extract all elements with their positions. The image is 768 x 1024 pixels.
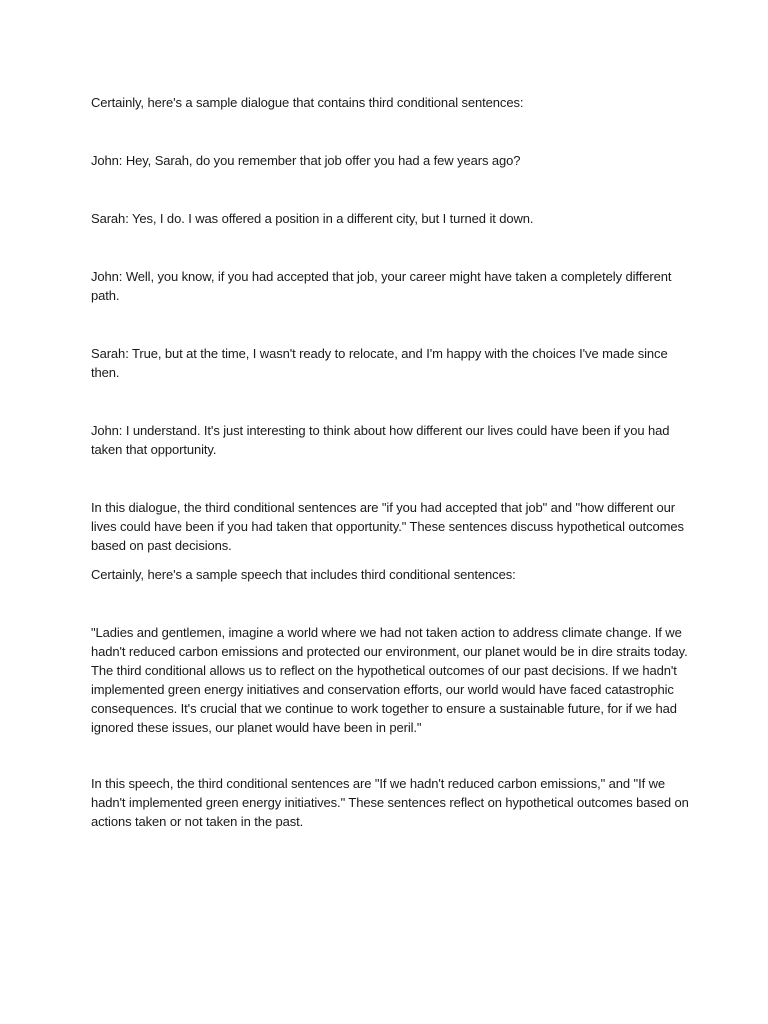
speech-explanation-paragraph: In this speech, the third conditional sentences are "If we hadn't reduced carbon emissions," and "If we hadn't implemented green energy initiatives." These sentences reflect on hypothetical outcomes based on actions taken or not taken in the past. [91, 776, 689, 829]
dialogue-explanation-paragraph: In this dialogue, the third conditional sentences are "if you had accepted that job" and "how different our lives could have been if you had taken that opportunity." These sentences discuss hypothetical outcomes based on past decisions. [91, 500, 684, 553]
dialogue-line-sarah-1: Sarah: Yes, I do. I was offered a position in a different city, but I turned it down. [91, 211, 534, 226]
intro-speech-paragraph: Certainly, here's a sample speech that includes third conditional sentences: [91, 567, 516, 582]
dialogue-line-sarah-2: Sarah: True, but at the time, I wasn't ready to relocate, and I'm happy with the choices I've made since then. [91, 346, 668, 380]
intro-dialogue-paragraph: Certainly, here's a sample dialogue that contains third conditional sentences: [91, 95, 524, 110]
dialogue-line-john-3: John: I understand. It's just interesting to think about how different our lives could have been if you had taken that opportunity. [91, 423, 670, 457]
dialogue-line-john-2: John: Well, you know, if you had accepted that job, your career might have taken a completely different path. [91, 269, 672, 303]
speech-paragraph: "Ladies and gentlemen, imagine a world where we had not taken action to address climate change. If we hadn't reduced carbon emissions and protected our environment, our planet would be in dire straits today. The third conditional allows us to reflect on the hypothetical outcomes of our past decisions. If we hadn't implemented green energy initiatives and conservation efforts, our world would have faced catastrophic consequences. It's crucial that we continue to work together to ensure a sustainable future, for if we had ignored these issues, our planet would have been in peril." [91, 625, 688, 735]
dialogue-line-john-1: John: Hey, Sarah, do you remember that job offer you had a few years ago? [91, 153, 521, 168]
